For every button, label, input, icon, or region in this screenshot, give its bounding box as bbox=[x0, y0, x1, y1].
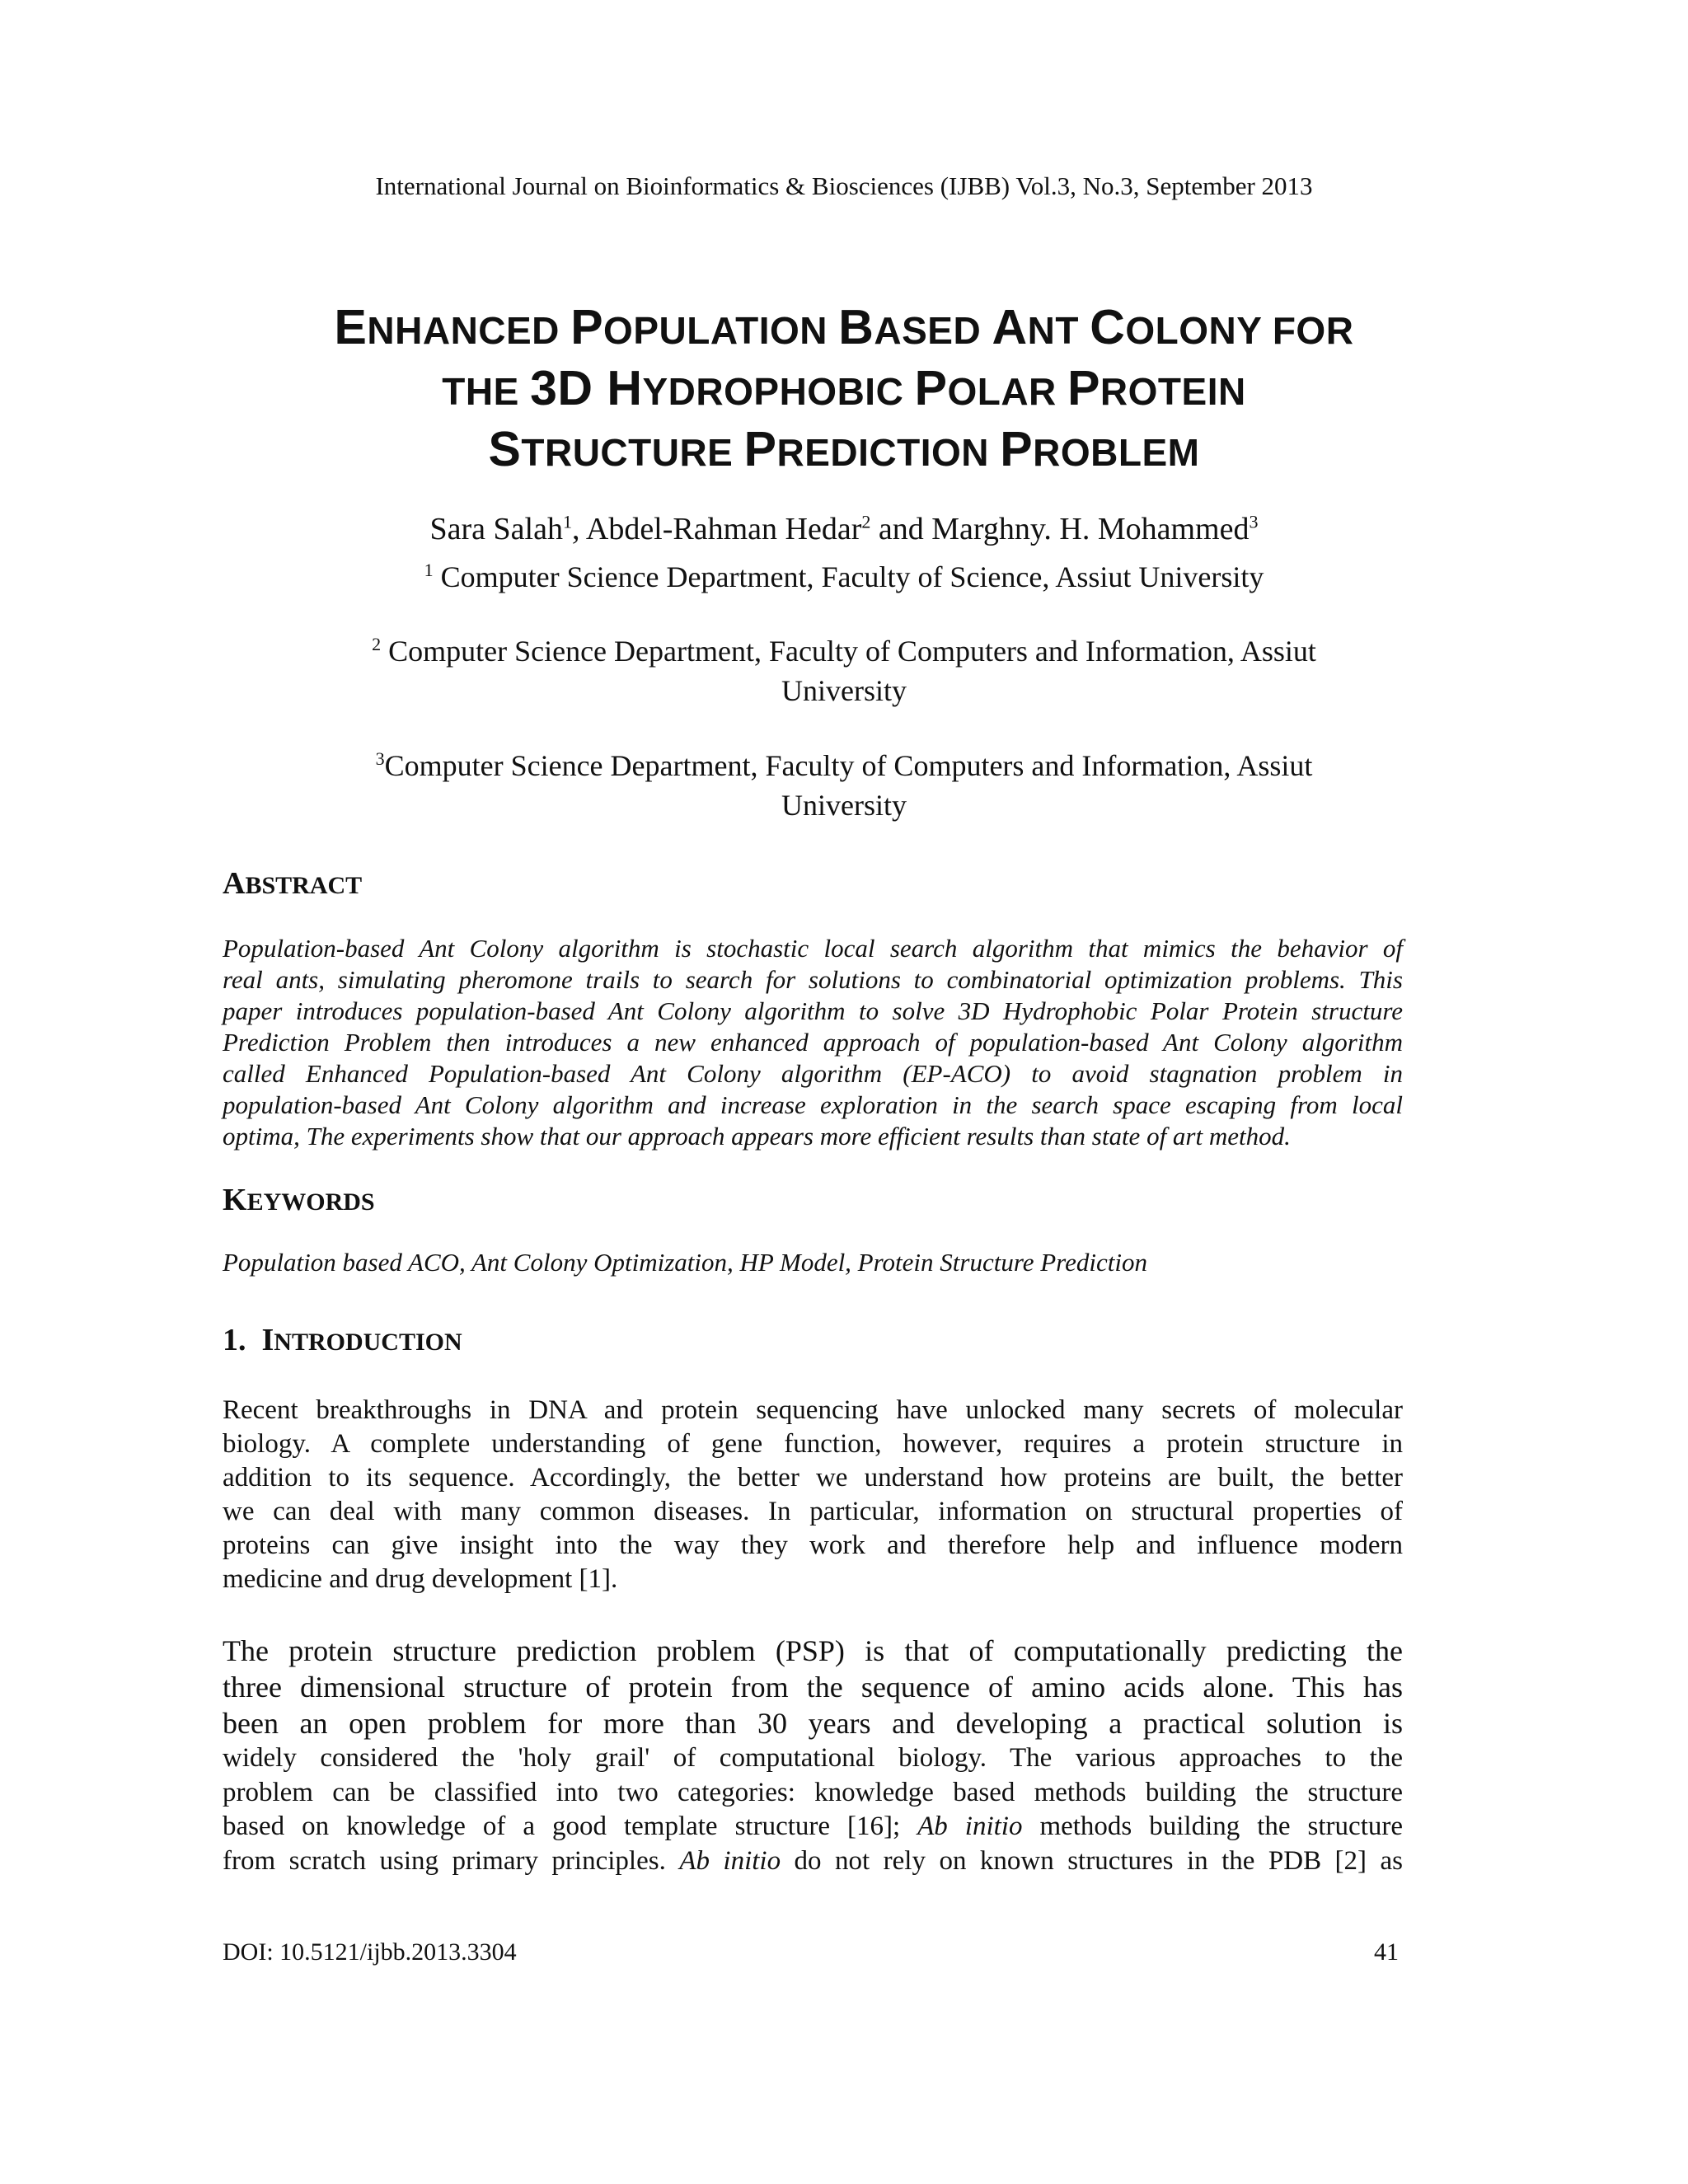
affiliation-2 bbox=[0, 631, 1688, 710]
affiliation-1-mark: 1 bbox=[424, 560, 434, 580]
text-line bbox=[223, 1741, 1403, 1776]
title-smallcaps: ASED bbox=[874, 309, 992, 352]
title-smallcaps: OLONY FOR bbox=[1125, 309, 1354, 352]
title-cap: P bbox=[1067, 361, 1100, 415]
title-line-1 bbox=[0, 297, 1688, 361]
author-separator: and bbox=[870, 512, 932, 546]
introduction-paragraph-2-cont bbox=[223, 1741, 1403, 1878]
title-cap: E bbox=[334, 300, 368, 354]
introduction-heading bbox=[223, 1322, 462, 1358]
title-smallcaps: YDROPHOBIC bbox=[642, 370, 915, 413]
text-line bbox=[223, 1810, 1403, 1844]
text-run: problem can be classified into two categories: knowledge based methods building the structure bbox=[223, 1777, 1403, 1807]
title-smallcaps: REDICTION bbox=[776, 431, 1001, 474]
page-number: 41 bbox=[1374, 1938, 1399, 1966]
title-line-2 bbox=[0, 358, 1688, 422]
author-1: Sara Salah bbox=[429, 512, 563, 546]
text-line: addition to its sequence. Accordingly, the better we understand how proteins are built, the better bbox=[223, 1463, 1403, 1493]
introduction-heading-cap: I bbox=[261, 1323, 274, 1357]
title-line-3 bbox=[0, 419, 1688, 483]
title-cap: 3D H bbox=[530, 361, 643, 415]
text-line: Prediction Problem then introduces a new enhanced approach of population-based Ant Colony algorithm bbox=[223, 1028, 1403, 1057]
abstract-body bbox=[223, 933, 1403, 1152]
text-line: population-based Ant Colony algorithm and increase exploration in the search space escaping from local bbox=[223, 1090, 1403, 1119]
author-list bbox=[0, 511, 1688, 547]
text-line: The protein structure prediction problem (PSP) is that of computationally predicting the bbox=[223, 1634, 1403, 1667]
title-smallcaps: OLAR bbox=[947, 370, 1068, 413]
affiliation-2-text-cont: University bbox=[781, 674, 907, 707]
text-line bbox=[223, 1844, 1403, 1879]
keywords-text: Population based ACO, Ant Colony Optimization, HP Model, Protein Structure Prediction bbox=[223, 1248, 1147, 1277]
title-smallcaps: TRUCTURE bbox=[521, 431, 744, 474]
keywords-heading-rest: EYWORDS bbox=[246, 1188, 375, 1216]
introduction-paragraph-1 bbox=[223, 1394, 1403, 1596]
abstract-heading-rest: BSTRACT bbox=[245, 872, 363, 899]
affiliation-3 bbox=[0, 746, 1688, 825]
title-cap: P bbox=[914, 361, 948, 415]
text-line: medicine and drug development [1]. bbox=[223, 1564, 618, 1594]
keywords-heading-cap: K bbox=[223, 1183, 247, 1217]
text-run: from scratch using primary principles. bbox=[223, 1845, 680, 1876]
title-smallcaps: THE bbox=[442, 370, 531, 413]
introduction-paragraph-2 bbox=[223, 1633, 1403, 1741]
author-2-affil-mark: 2 bbox=[861, 511, 871, 532]
title-smallcaps: NHANCED bbox=[367, 309, 571, 352]
text-line: three dimensional structure of protein from the sequence of amino acids alone. This has bbox=[223, 1671, 1403, 1704]
title-smallcaps: OPULATION bbox=[603, 309, 839, 352]
introduction-heading-rest: NTRODUCTION bbox=[274, 1329, 462, 1356]
text-line: we can deal with many common diseases. In particular, information on structural properties of bbox=[223, 1497, 1403, 1526]
title-smallcaps: ROBLEM bbox=[1033, 431, 1200, 474]
text-line: real ants, simulating pheromone trails to search for solutions to combinatorial optimization problems. This bbox=[223, 965, 1403, 994]
keywords-heading bbox=[223, 1182, 375, 1218]
abstract-heading bbox=[223, 865, 362, 902]
text-line: biology. A complete understanding of gene function, however, requires a protein structure in bbox=[223, 1429, 1403, 1459]
title-cap: P bbox=[570, 300, 604, 354]
affiliation-2-mark: 2 bbox=[372, 634, 382, 654]
footer-doi: DOI: 10.5121/ijbb.2013.3304 bbox=[223, 1938, 517, 1966]
text-line: paper introduces population-based Ant Colony algorithm to solve 3D Hydrophobic Polar Protein structure bbox=[223, 996, 1403, 1025]
title-cap: P bbox=[743, 422, 777, 476]
affiliation-3-text-cont: University bbox=[781, 789, 907, 822]
title-cap: S bbox=[488, 422, 522, 476]
abstract-heading-cap: A bbox=[223, 866, 246, 901]
text-line: Population-based Ant Colony algorithm is stochastic local search algorithm that mimics the behavior of bbox=[223, 934, 1403, 963]
affiliation-3-mark: 3 bbox=[375, 748, 385, 769]
text-line: been an open problem for more than 30 years and developing a practical solution is bbox=[223, 1707, 1403, 1740]
affiliation-2-text: Computer Science Department, Faculty of Computers and Information, Assiut bbox=[381, 635, 1316, 668]
italic-term: Ab initio bbox=[679, 1845, 781, 1876]
title-cap: A bbox=[992, 300, 1028, 354]
text-line: Recent breakthroughs in DNA and protein sequencing have unlocked many secrets of molecular bbox=[223, 1395, 1403, 1425]
text-run: based on knowledge of a good template structure [16]; bbox=[223, 1811, 918, 1841]
text-run: widely considered the 'holy grail' of computational biology. The various approaches to the bbox=[223, 1743, 1403, 1773]
text-line: called Enhanced Population-based Ant Colony algorithm (EP-ACO) to avoid stagnation problem in bbox=[223, 1059, 1403, 1088]
title-cap: C bbox=[1090, 300, 1126, 354]
text-run: methods building the structure bbox=[1022, 1811, 1404, 1841]
author-separator: , bbox=[571, 512, 586, 546]
introduction-number: 1. bbox=[223, 1323, 246, 1357]
author-3: Marghny. H. Mohammed bbox=[931, 512, 1250, 546]
text-run: do not rely on known structures in the PDB [2] as bbox=[781, 1845, 1403, 1876]
author-2: Abdel-Rahman Hedar bbox=[585, 512, 862, 546]
affiliation-1-text: Computer Science Department, Faculty of Science, Assiut University bbox=[433, 560, 1264, 593]
text-line: optima, The experiments show that our approach appears more efficient results than state of art method. bbox=[223, 1122, 1291, 1151]
author-1-affil-mark: 1 bbox=[562, 511, 572, 532]
affiliation-3-text: Computer Science Department, Faculty of Computers and Information, Assiut bbox=[384, 749, 1313, 782]
affiliation-1 bbox=[0, 557, 1688, 597]
italic-term: Ab initio bbox=[917, 1811, 1023, 1841]
title-cap: P bbox=[1000, 422, 1034, 476]
title-smallcaps: ROTEIN bbox=[1100, 370, 1246, 413]
title-smallcaps: NT bbox=[1027, 309, 1090, 352]
title-cap: B bbox=[838, 300, 874, 354]
author-3-affil-mark: 3 bbox=[1249, 511, 1259, 532]
text-line bbox=[223, 1776, 1403, 1811]
text-line: proteins can give insight into the way they work and therefore help and influence modern bbox=[223, 1530, 1403, 1560]
running-head: International Journal on Bioinformatics & Biosciences (IJBB) Vol.3, No.3, September 2013 bbox=[375, 171, 1313, 200]
